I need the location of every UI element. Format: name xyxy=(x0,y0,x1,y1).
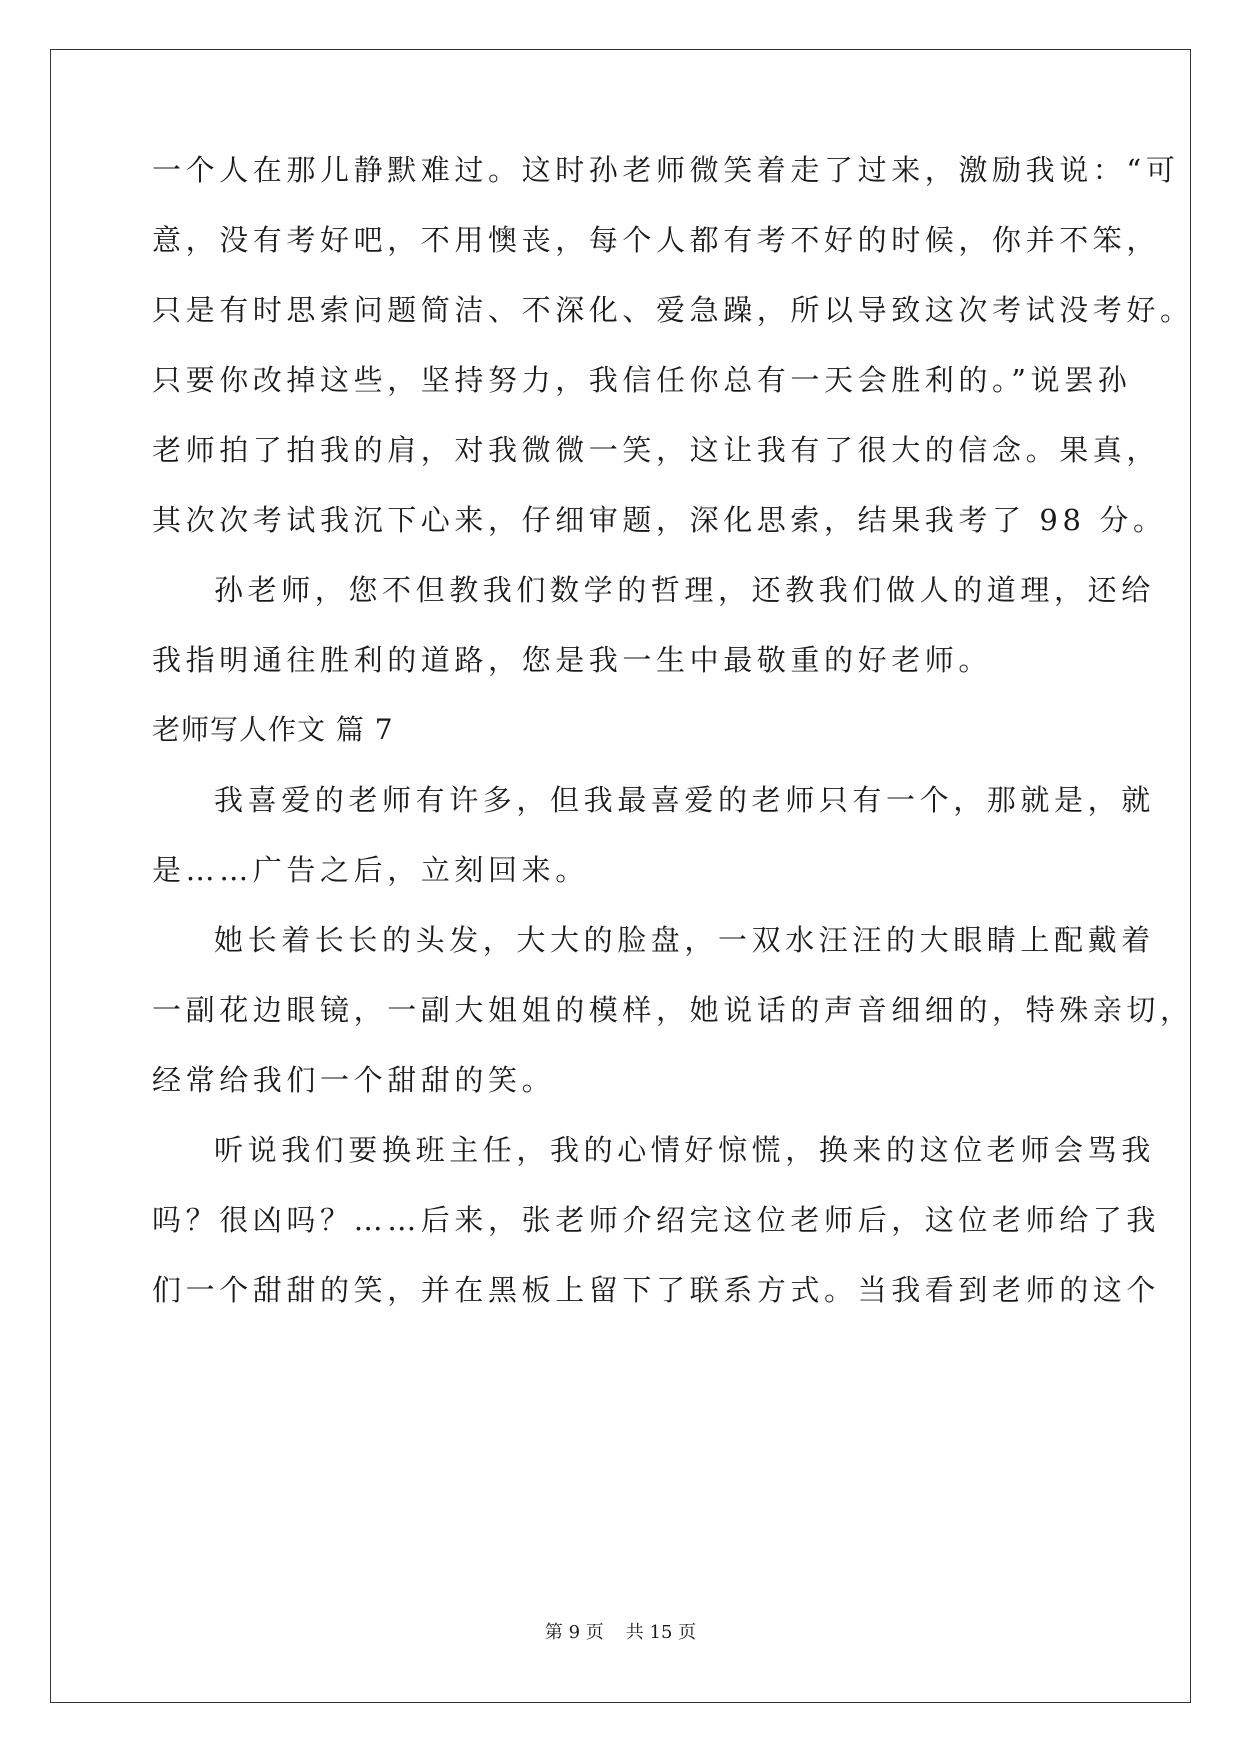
text-line: 经常给我们一个甜甜的笑。 xyxy=(152,1063,556,1097)
text-line: 只是有时思索问题简洁、不深化、爱急躁，所以导致这次考试没考好。 xyxy=(152,293,1194,327)
paragraph-start-line: 孙老师，您不但教我们数学的哲理，还教我们做人的道理，还给 xyxy=(214,573,1155,607)
text-line: 吗？很凶吗？……后来，张老师介绍完这位老师后，这位老师给了我 xyxy=(152,1203,1161,1237)
paragraph-start-line: 她长着长长的头发，大大的脸盘，一双水汪汪的大眼睛上配戴着 xyxy=(214,923,1155,957)
text-line: 一副花边眼镜，一副大姐姐的模样，她说话的声音细细的，特殊亲切， xyxy=(152,993,1194,1027)
page-total: 共 15 页 xyxy=(625,1622,697,1643)
paragraph-start-line: 我喜爱的老师有许多，但我最喜爱的老师只有一个，那就是，就 xyxy=(214,783,1155,817)
text-line: 们一个甜甜的笑，并在黑板上留下了联系方式。当我看到老师的这个 xyxy=(152,1273,1161,1307)
paragraph-start-line: 听说我们要换班主任，我的心情好惊慌，换来的这位老师会骂我 xyxy=(214,1133,1155,1167)
text-line: 我指明通往胜利的道路，您是我一生中最敬重的好老师。 xyxy=(152,643,993,677)
section-heading: 老师写人作文 篇 7 xyxy=(152,713,394,746)
page-number: 第 9 页 xyxy=(544,1622,604,1643)
text-line: 一个人在那儿静默难过。这时孙老师微笑着走了过来，激励我说：“可 xyxy=(152,153,1180,187)
text-line: 老师拍了拍我的肩，对我微微一笑，这让我有了很大的信念。果真， xyxy=(152,433,1161,467)
text-line: 是……广告之后，立刻回来。 xyxy=(152,853,589,887)
text-line: 意，没有考好吧，不用懊丧，每个人都有考不好的时候，你并不笨， xyxy=(152,223,1161,257)
text-line: 只要你改掉这些，坚持努力，我信任你总有一天会胜利的。”说罢孙 xyxy=(152,363,1132,397)
text-line: 其次次考试我沉下心来，仔细审题，深化思索，结果我考了 98 分。 xyxy=(152,503,1167,537)
page-footer xyxy=(0,1621,1241,1645)
